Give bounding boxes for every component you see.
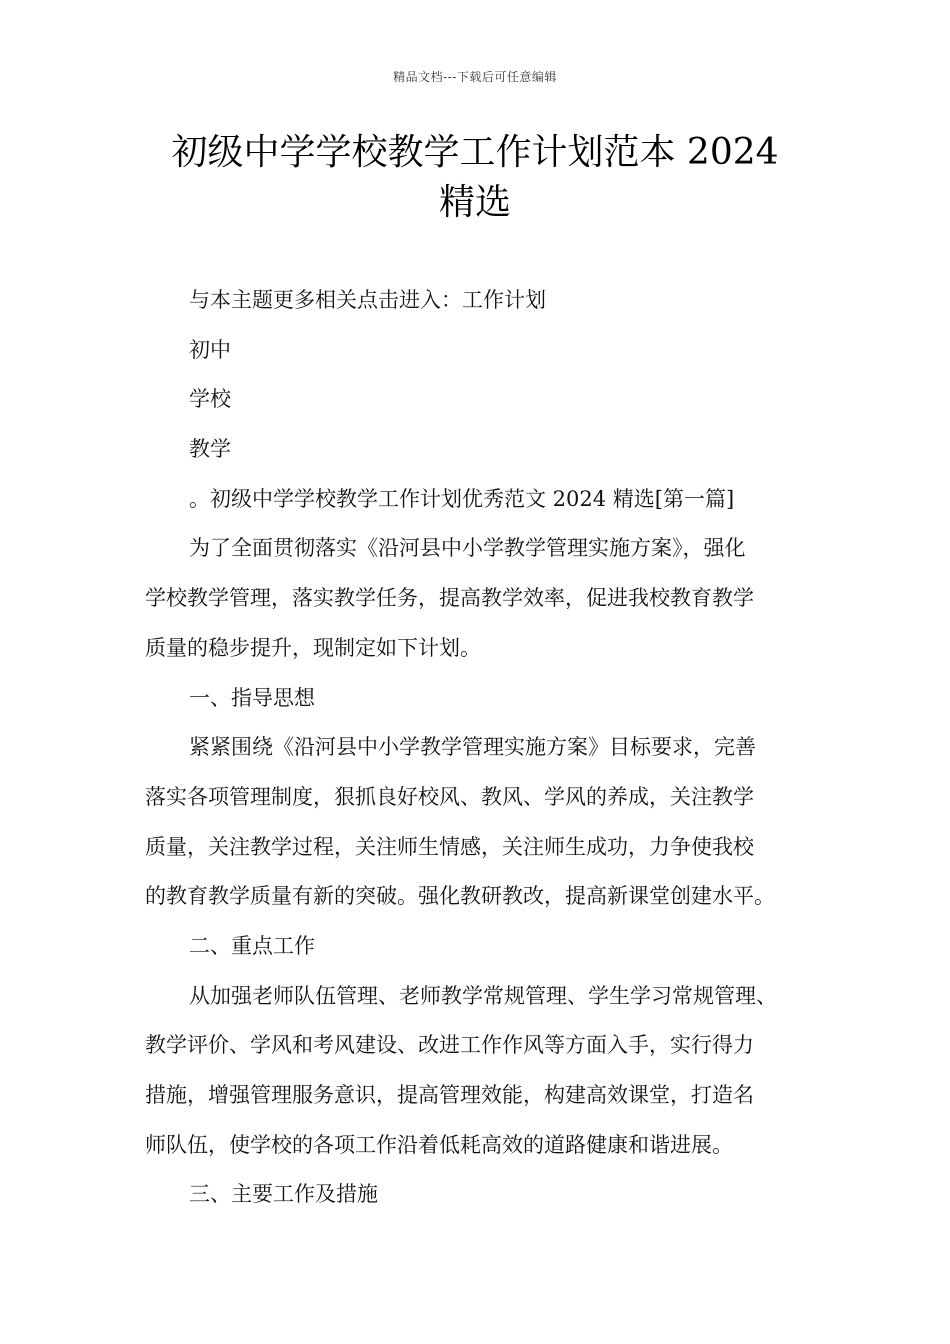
title-line-1: 初级中学学校教学工作计划范本 2024	[171, 132, 779, 173]
related-link-junior-high[interactable]: 初中	[189, 337, 231, 362]
header-note: 精品文档---下载后可任意编辑	[393, 70, 557, 84]
article-intro: 。初级中学学校教学工作计划优秀范文 2024 精选[第一篇]	[189, 486, 735, 511]
paragraph-1	[145, 524, 830, 673]
related-link-teaching[interactable]: 教学	[189, 437, 231, 462]
document-body	[145, 276, 830, 1220]
paragraph-2	[145, 723, 830, 922]
title-line-2: 精选	[438, 182, 511, 223]
section-heading-key-work: 二、重点工作	[189, 933, 315, 958]
section-heading-main-work: 三、主要工作及措施	[189, 1182, 378, 1207]
paragraph-line: 师队伍，使学校的各项工作沿着低耗高效的道路健康和谐进展。	[145, 1132, 733, 1157]
paragraph-line: 学校教学管理，落实教学任务，提高教学效率，促进我校教育教学	[145, 586, 754, 611]
paragraph-line: 紧紧围绕《沿河县中小学教学管理实施方案》目标要求，完善	[189, 735, 756, 760]
paragraph-line: 教学评价、学风和考风建设、改进工作作风等方面入手，实行得力	[145, 1033, 754, 1058]
paragraph-3	[145, 972, 830, 1171]
document-title	[120, 128, 830, 228]
related-link-work-plan[interactable]: 工作计划	[462, 288, 546, 312]
related-link-school[interactable]: 学校	[189, 387, 231, 412]
related-topics-line	[145, 276, 830, 326]
paragraph-line: 为了全面贯彻落实《沿河县中小学教学管理实施方案》，强化	[189, 536, 746, 561]
paragraph-line: 的教育教学质量有新的突破。强化教研教改，提高新课堂创建水平。	[145, 884, 775, 909]
paragraph-line: 质量，关注教学过程，关注师生情感，关注师生成功，力争使我校	[145, 834, 754, 859]
section-heading-guiding-ideology: 一、指导思想	[189, 685, 315, 710]
paragraph-line: 措施，增强管理服务意识，提高管理效能，构建高效课堂，打造名	[145, 1083, 754, 1107]
paragraph-line: 从加强老师队伍管理、老师教学常规管理、学生学习常规管理、	[189, 983, 777, 1008]
related-prefix: 与本主题更多相关点击进入：	[189, 288, 462, 312]
paragraph-line: 落实各项管理制度，狠抓良好校风、教风、学风的养成，关注教学	[145, 784, 754, 809]
paragraph-line: 质量的稳步提升，现制定如下计划。	[145, 635, 481, 660]
